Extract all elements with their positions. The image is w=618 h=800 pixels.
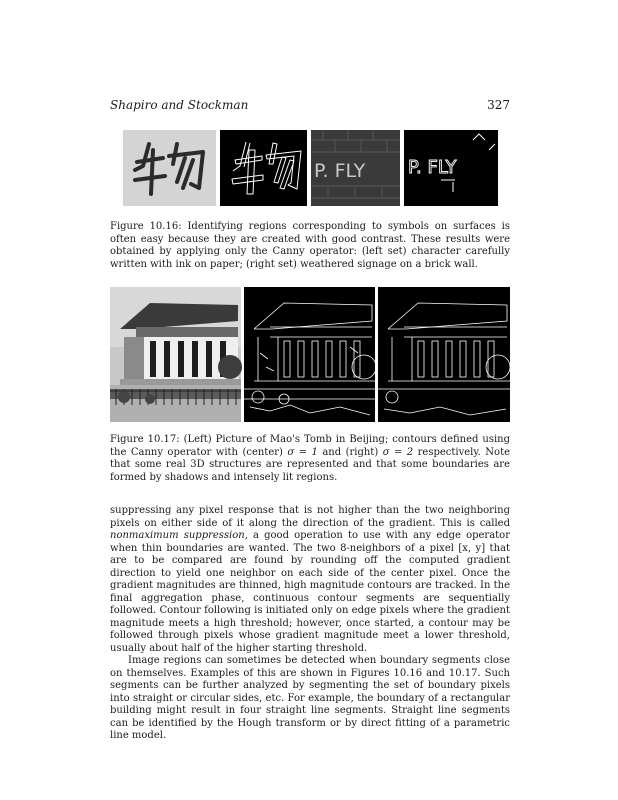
- brick-sign-photo: [311, 130, 400, 206]
- sign-edge-text: P. FLY: [408, 157, 457, 178]
- page-number: 327: [487, 98, 510, 112]
- caption-text-end: respectively. Note that some real 3D structures are represented and that some boundaries are formed by shadows and intensely lit regions.: [110, 446, 511, 483]
- mao-tomb-photo: [110, 287, 242, 422]
- running-header: [110, 98, 510, 114]
- ink-character-photo: [123, 130, 216, 206]
- mao-tomb-edges-sigma-1: [244, 287, 376, 422]
- figure-10-17: [110, 287, 510, 422]
- sign-text: P. FLY: [314, 160, 366, 182]
- p1-part-a: suppressing any pixel response that is not higher than the two neighboring pixels on either side of it along the direction of the gradient. This is called: [110, 505, 510, 529]
- figure-10-16: [123, 130, 498, 206]
- ink-character-edges: [220, 130, 307, 206]
- header-authors: Shapiro and Stockman: [110, 98, 249, 112]
- figure-10-17-caption: [110, 434, 510, 484]
- caption-text-start: Figure 10.17: (Left) Picture of Mao's Tomb in Beijing; contours defined using the Canny operator with (center): [110, 434, 510, 458]
- body-text: [110, 505, 510, 743]
- figure-10-16-caption: Figure 10.16: Identifying regions corresponding to symbols on surfaces is often easy because they are created with good contrast. These results were obtained by applying only the Canny operator: (left set) character carefully written with ink on paper; (right set) weathered signage on a brick wall.: [110, 221, 510, 270]
- caption-text-mid: and (right): [317, 446, 383, 458]
- term-nonmaximum-suppression: nonmaximum suppression: [110, 530, 245, 541]
- paragraph-1: [110, 505, 510, 655]
- p1-part-b: , a good operation to use with any edge operator when thin boundaries are wanted. The two 8-neighbors of a pixel [x, y] that are to be compared are found by rounding off the computed gradient direction to yield one neighbor on each side of the center pixel. Once the gradient magnitudes are thinned, high magnitude contours are tracked. In the final aggregation phase, continuous contour segments are sequentially followed. Contour following is initiated only on edge pixels where the gradient magnitude meets a high threshold; however, once started, a contour may be followed through pixels whose gradient magnitude meet a lower threshold, usually about half of the higher starting threshold.: [110, 530, 510, 654]
- sigma-right: σ = 2: [382, 446, 414, 458]
- sigma-center: σ = 1: [287, 446, 318, 458]
- mao-tomb-edges-sigma-2: [378, 287, 510, 422]
- brick-sign-edges: [404, 130, 498, 206]
- paragraph-2: Image regions can sometimes be detected when boundary segments close on themselves. Examples of this are shown in Figures 10.16 and 10.17. Such segments can be further analyzed by segmenting the set of boundary pixels into straight or circular sides, etc. For example, the boundary of a rectangular building might result in four straight line segments. Straight line segments can be identified by the Hough transform or by direct fitting of a parametric line model.: [110, 655, 510, 741]
